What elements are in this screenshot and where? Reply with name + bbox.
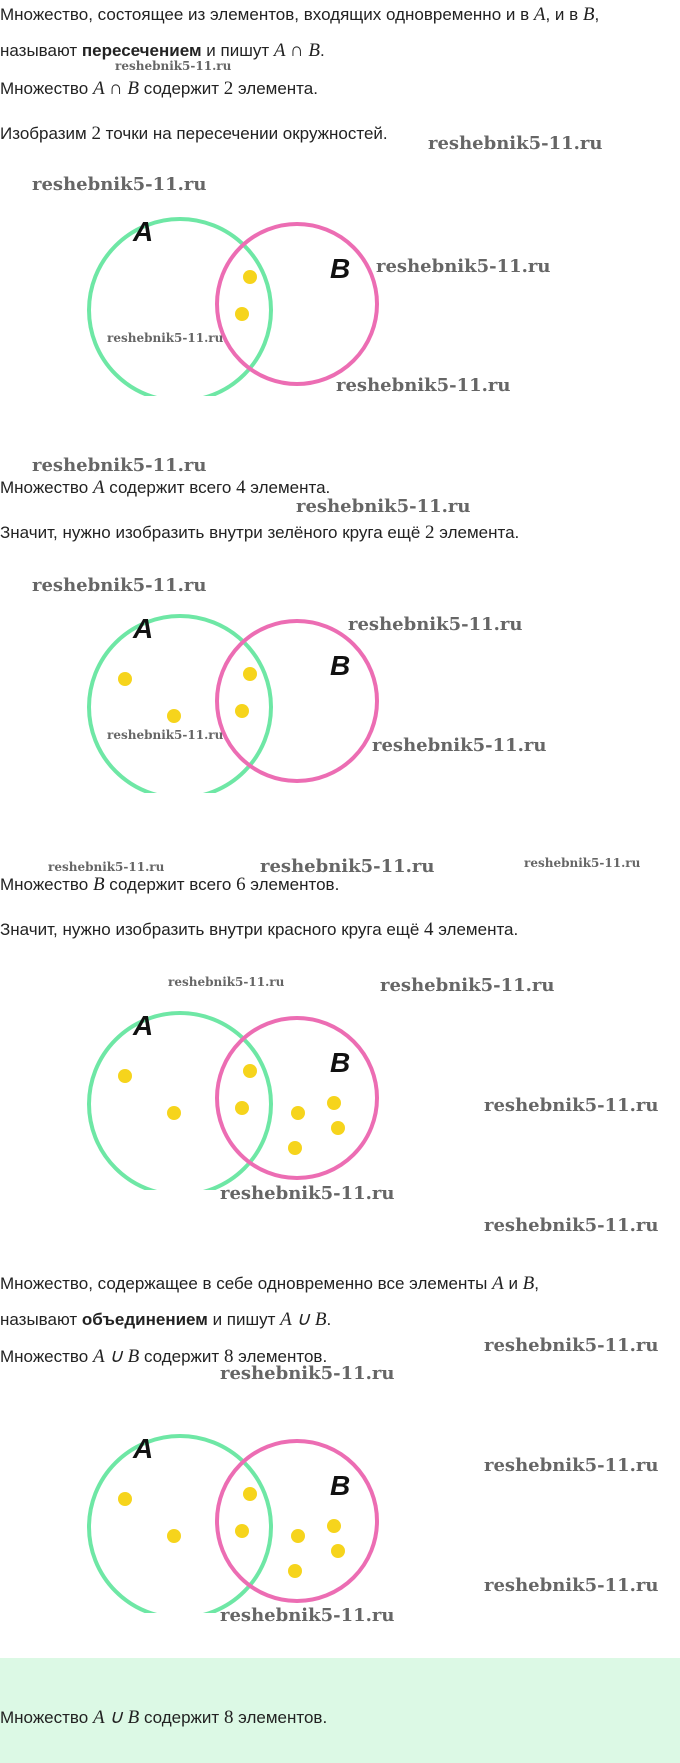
text: Множество <box>0 478 93 497</box>
text: . <box>319 41 325 60</box>
watermark: reshebnik5-11.ru <box>115 59 232 73</box>
label-a: A <box>133 1433 154 1464</box>
venn-diagram-2 <box>80 593 380 793</box>
element-dot <box>235 1524 249 1538</box>
label-b: B <box>330 253 351 284</box>
text: элемента. <box>245 478 331 497</box>
element-dot <box>167 1529 181 1543</box>
watermark: reshebnik5-11.ru <box>296 496 471 517</box>
element-dot <box>243 667 257 681</box>
text: Множество <box>0 875 93 894</box>
number: 4 <box>424 919 434 940</box>
element-dot <box>235 1101 249 1115</box>
draw-red-line <box>0 919 518 941</box>
number: 4 <box>236 477 246 498</box>
watermark: reshebnik5-11.ru <box>484 1455 659 1476</box>
element-dot <box>331 1544 345 1558</box>
element-dot <box>235 307 249 321</box>
union-notation: A ∪ B <box>92 1707 140 1728</box>
set-b-count-line <box>0 874 339 896</box>
label-b: B <box>330 650 351 681</box>
number: 8 <box>223 1707 234 1728</box>
element-dot <box>291 1529 305 1543</box>
watermark: reshebnik5-11.ru <box>376 256 551 277</box>
answer-text <box>0 1707 327 1729</box>
watermark: reshebnik5-11.ru <box>32 174 207 195</box>
text: элементов. <box>245 875 340 894</box>
text: и пишут <box>207 1310 281 1329</box>
element-dot <box>243 1064 257 1078</box>
number: 8 <box>223 1346 234 1367</box>
element-dot <box>118 1069 132 1083</box>
union-notation: A ∪ B <box>92 1346 140 1367</box>
watermark: reshebnik5-11.ru <box>32 575 207 596</box>
element-dot <box>118 672 132 686</box>
element-dot <box>327 1096 341 1110</box>
union-notation: A ∪ B <box>280 1309 327 1330</box>
text: элементов. <box>233 1347 328 1366</box>
text: содержит всего <box>104 875 237 894</box>
watermark: reshebnik5-11.ru <box>524 856 641 870</box>
element-dot <box>167 1106 181 1120</box>
text: называют <box>0 41 82 60</box>
answer-box <box>0 1658 680 1763</box>
text: . <box>326 1310 332 1329</box>
draw-intersection-line <box>0 123 388 145</box>
text: элемента. <box>433 920 519 939</box>
text: Множество, состоящее из элементов, входящих одновременно и в <box>0 5 534 24</box>
text: элементов. <box>233 1708 328 1727</box>
watermark: reshebnik5-11.ru <box>260 856 435 877</box>
venn-diagram-1 <box>80 196 380 396</box>
watermark: reshebnik5-11.ru <box>107 331 224 345</box>
text: , и в <box>545 5 583 24</box>
label-a: A <box>133 216 154 247</box>
set-b-symbol: B <box>522 1273 535 1294</box>
watermark: reshebnik5-11.ru <box>484 1335 659 1356</box>
watermark: reshebnik5-11.ru <box>220 1605 395 1626</box>
element-dot <box>243 270 257 284</box>
text: точки на пересечении окружностей. <box>100 124 388 143</box>
text: и пишут <box>201 41 274 60</box>
union-definition-line-1 <box>0 1273 539 1295</box>
watermark: reshebnik5-11.ru <box>32 455 207 476</box>
text: Значит, нужно изобразить внутри красного круга ещё <box>0 920 425 939</box>
text: содержит <box>139 79 224 98</box>
element-dot <box>167 709 181 723</box>
set-a-symbol: A <box>533 4 546 25</box>
watermark: reshebnik5-11.ru <box>220 1363 395 1384</box>
element-dot <box>243 1487 257 1501</box>
text: элемента. <box>434 523 520 542</box>
text: Множество, содержащее в себе одновременно все элементы <box>0 1274 493 1293</box>
text: Множество <box>0 79 93 98</box>
set-b-symbol: B <box>582 4 595 25</box>
set-a-count-line <box>0 477 330 499</box>
text: , <box>594 5 600 24</box>
label-b: B <box>330 1047 351 1078</box>
number: 2 <box>91 123 101 144</box>
number: 2 <box>223 78 234 99</box>
number: 6 <box>236 874 246 895</box>
text: Множество <box>0 1708 93 1727</box>
term-intersection: пересечением <box>81 41 202 60</box>
element-dot <box>288 1564 302 1578</box>
text: содержит <box>139 1708 224 1727</box>
element-dot <box>235 704 249 718</box>
label-a: A <box>133 613 154 644</box>
element-dot <box>288 1141 302 1155</box>
intersection-notation: A ∩ B <box>273 40 320 61</box>
text: Значит, нужно изобразить внутри зелёного круга ещё <box>0 523 426 542</box>
text: Множество <box>0 1347 93 1366</box>
watermark: reshebnik5-11.ru <box>107 728 224 742</box>
term-union: объединением <box>81 1310 208 1329</box>
watermark: reshebnik5-11.ru <box>336 375 511 396</box>
set-a-symbol: A <box>492 1273 504 1294</box>
watermark: reshebnik5-11.ru <box>484 1575 659 1596</box>
text: называют <box>0 1310 82 1329</box>
intersection-notation: A ∩ B <box>92 78 140 99</box>
watermark: reshebnik5-11.ru <box>484 1215 659 1236</box>
element-dot <box>118 1492 132 1506</box>
number: 2 <box>425 522 435 543</box>
text: содержит всего <box>104 478 237 497</box>
label-b: B <box>330 1470 351 1501</box>
watermark: reshebnik5-11.ru <box>48 860 165 874</box>
set-b-symbol: B <box>92 874 105 895</box>
watermark: reshebnik5-11.ru <box>220 1183 395 1204</box>
venn-diagram-3 <box>80 990 380 1190</box>
union-definition-line-2 <box>0 1309 331 1331</box>
venn-diagram-4 <box>80 1413 380 1613</box>
intersection-count-line <box>0 78 318 100</box>
element-dot <box>291 1106 305 1120</box>
watermark: reshebnik5-11.ru <box>380 975 555 996</box>
label-a: A <box>133 1010 154 1041</box>
watermark: reshebnik5-11.ru <box>484 1095 659 1116</box>
text: содержит <box>139 1347 224 1366</box>
watermark: reshebnik5-11.ru <box>168 975 285 989</box>
text: и <box>503 1274 523 1293</box>
watermark: reshebnik5-11.ru <box>372 735 547 756</box>
watermark: reshebnik5-11.ru <box>348 614 523 635</box>
text: Изобразим <box>0 124 92 143</box>
set-a-symbol: A <box>92 477 105 498</box>
element-dot <box>331 1121 345 1135</box>
text: , <box>534 1274 540 1293</box>
draw-green-line <box>0 522 519 544</box>
element-dot <box>327 1519 341 1533</box>
circle-b <box>217 224 377 384</box>
text: элемента. <box>233 79 318 98</box>
intersection-definition-line-1 <box>0 4 599 26</box>
circle-b <box>217 621 377 781</box>
watermark: reshebnik5-11.ru <box>428 133 603 154</box>
